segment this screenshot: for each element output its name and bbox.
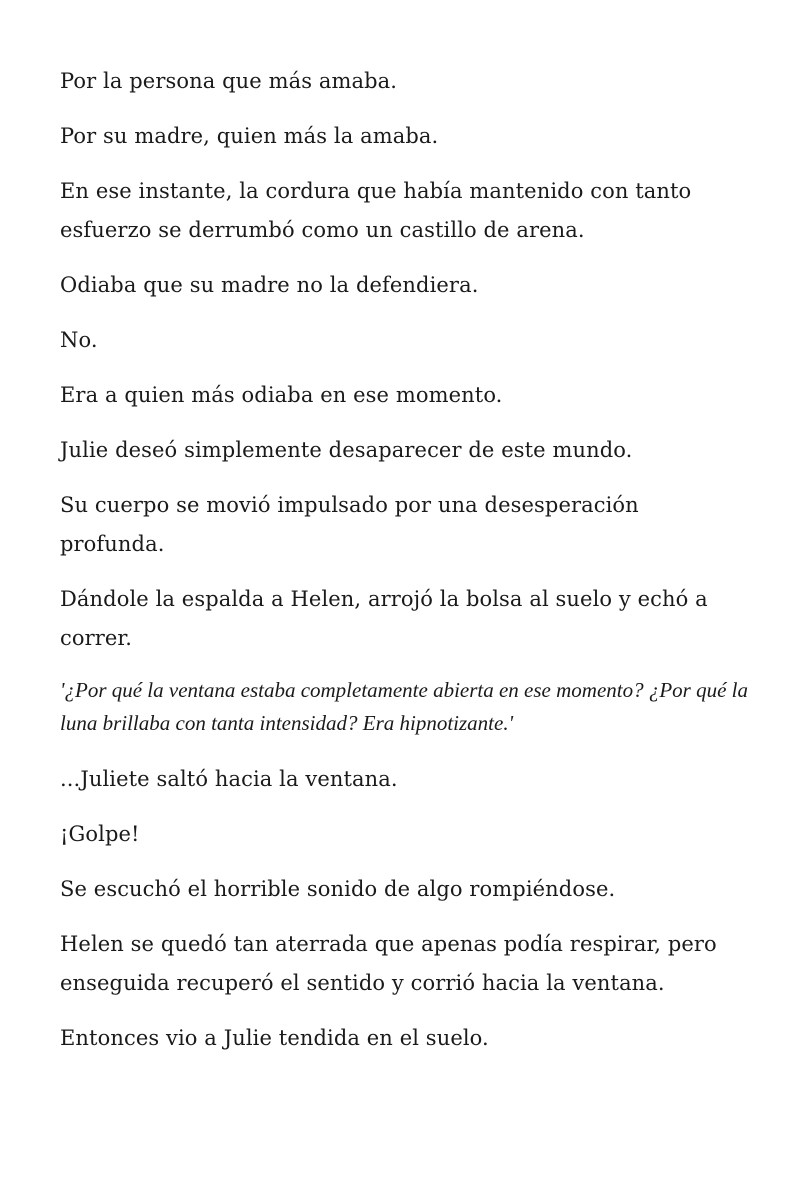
paragraph: ...Juliete saltó hacia la ventana. — [60, 767, 398, 791]
paragraph: Por la persona que más amaba. — [60, 69, 398, 93]
paragraph: Se escuchó el horrible sonido de algo rompiéndose. — [60, 877, 616, 901]
paragraph: Entonces vio a Julie tendida en el suelo. — [60, 1026, 489, 1050]
paragraph: Por su madre, quien más la amaba. — [60, 124, 439, 148]
document-body — [60, 62, 750, 1074]
paragraph: No. — [60, 328, 98, 352]
paragraph: Julie deseó simplemente desaparecer de este mundo. — [60, 438, 633, 462]
paragraph: Dándole la espalda a Helen, arrojó la bolsa al suelo y echó a correr. — [60, 587, 708, 650]
paragraph: Su cuerpo se movió impulsado por una desesperación profunda. — [60, 493, 639, 556]
paragraph: En ese instante, la cordura que había mantenido con tanto esfuerzo se derrumbó como un castillo de arena. — [60, 179, 692, 242]
paragraph: Era a quien más odiaba en ese momento. — [60, 383, 503, 407]
paragraph: Odiaba que su madre no la defendiera. — [60, 273, 479, 297]
paragraph: ¡Golpe! — [60, 822, 140, 846]
italic-thought-paragraph: '¿Por qué la ventana estaba completamente abierta en ese momento? ¿Por qué la luna brillaba con tanta intensidad? Era hipnotizante.' — [60, 678, 749, 735]
paragraph: Helen se quedó tan aterrada que apenas podía respirar, pero enseguida recuperó el sentido y corrió hacia la ventana. — [60, 932, 717, 995]
